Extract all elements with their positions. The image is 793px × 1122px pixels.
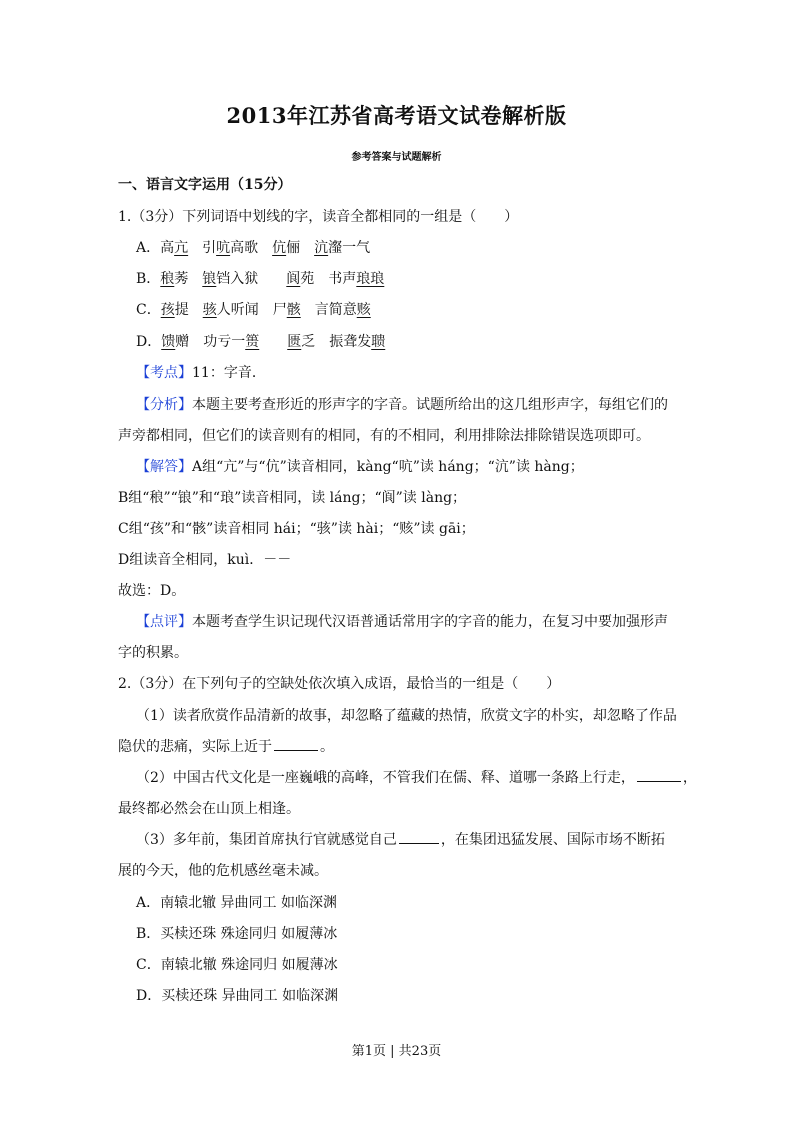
q1-jieda: [136, 458, 584, 476]
jieda-text-3: C组“孩”和“骸”读音相同 hái；“骇”读 hài；“赅”读 gāi；: [118, 521, 475, 537]
jieda-text-4: D组读音全相同，kuì．－－: [118, 552, 292, 568]
option-text: 俪: [286, 240, 315, 256]
option-text: 莠: [174, 271, 203, 287]
option-label: A．: [136, 240, 161, 256]
q2-s3a-text: （3）多年前，集团首席执行官就感觉自己: [136, 832, 397, 848]
fill-blank-3: [399, 831, 439, 844]
q1-fenxi: [136, 396, 668, 414]
dianping-text-1: 本题考查学生识记现代汉语普通话常用字的字音的能力，在复习中要加强形声: [192, 614, 668, 630]
underlined-char: 稂: [160, 271, 175, 287]
option-text: 引: [188, 240, 217, 256]
fill-blank-1: [274, 738, 318, 751]
dianping-text-2: 字的积累。: [118, 645, 188, 661]
underlined-char: 阆: [286, 271, 301, 287]
underlined-char: 沆: [314, 240, 329, 256]
fenxi-text-2: 声旁都相同，但它们的读音则有的相同，有的不相同，利用排除法排除错误选项即可。: [118, 428, 650, 444]
q2-option-b: B．买椟还珠 殊途同归 如履薄冰: [136, 926, 338, 942]
subtitle: 参考答案与试题解析: [351, 152, 442, 163]
option-text: 乏 振聋发: [301, 334, 372, 350]
q2-s3a-end: ，在集团迅猛发展、国际市场不断拓: [440, 832, 665, 848]
q1-kaodian: [136, 364, 266, 382]
option-text: 高: [160, 240, 175, 256]
underlined-char: 骸: [286, 302, 301, 318]
jieda-text-1: A组“亢”与“伉”读音相同，kàng“吭”读 háng；“沆”读 hàng；: [192, 459, 584, 475]
option-text: 人听闻 尸: [216, 302, 287, 318]
q2-sentence-2b: 最终都必然会在山顶上相逢。: [118, 801, 300, 817]
option-text: 瀣一气: [328, 240, 371, 256]
underlined-char: 亢: [174, 240, 189, 256]
fill-blank-2: [637, 769, 681, 782]
q1-option-c: [136, 301, 371, 319]
q2-sentence-1b: [118, 738, 334, 756]
underlined-char: 匮: [287, 334, 302, 350]
underlined-char: 赅: [356, 302, 371, 318]
q2-option-d: D．买椟还珠 异曲同工 如临深渊: [136, 988, 339, 1004]
underlined-char: 聩: [371, 334, 386, 350]
q1-stem: 1.（3分）下列词语中划线的字，读音全都相同的一组是（ ）: [118, 209, 519, 225]
underlined-char: 琅琅: [356, 271, 385, 287]
dianping-tag: 【点评】: [136, 614, 192, 630]
q1-option-d: [136, 333, 385, 351]
page-title: 2013年江苏省高考语文试卷解析版: [226, 103, 567, 128]
q2-sentence-2a: [136, 769, 697, 787]
q1-option-a: [136, 239, 370, 257]
underlined-char: 馈: [161, 334, 176, 350]
fenxi-text-1: 本题主要考查形近的形声字的字音。试题所给出的这几组形声字，每组它们的: [192, 397, 668, 413]
underlined-char: 锒: [202, 271, 217, 287]
underlined-char: 孩: [160, 302, 175, 318]
kaodian-tag: 【考点】: [136, 365, 192, 381]
option-label: B．: [136, 271, 161, 287]
q2-option-c: C．南辕北辙 殊途同归 如履薄冰: [136, 957, 338, 973]
kaodian-text: 11：字音．: [192, 365, 266, 381]
page-footer: 第1页 | 共23页: [351, 1044, 442, 1059]
underlined-char: 篑: [245, 334, 260, 350]
q2-s2a-text: （2）中国古代文化是一座巍峨的高峰，不管我们在儒、释、道哪一条路上行走，: [136, 770, 635, 786]
option-text: 言简意: [300, 302, 357, 318]
option-text: 铛入狱: [216, 271, 287, 287]
fenxi-tag: 【分析】: [136, 397, 192, 413]
q2-sentence-1a: （1）读者欣赏作品清新的故事，却忽略了蕴藏的热情，欣赏文字的朴实，却忽略了作品: [136, 708, 677, 724]
q2-sentence-3b: 展的今天，他的危机感丝毫未减。: [118, 863, 328, 879]
q1-dianping: [136, 613, 668, 631]
jieda-text-2: B组“稂”“锒”和“琅”读音相同，读 láng；“阆”读 làng；: [118, 490, 467, 506]
jieda-text-5: 故选：D。: [118, 583, 186, 599]
q1-option-b: [136, 270, 384, 288]
underlined-char: 伉: [272, 240, 287, 256]
option-label: C．: [136, 302, 161, 318]
q2-s2a-end: ，: [682, 770, 697, 786]
q2-sentence-3a: [136, 831, 665, 849]
jieda-tag: 【解答】: [136, 459, 192, 475]
option-text: [259, 334, 287, 350]
underlined-char: 吭: [216, 240, 231, 256]
q2-s1b-end: 。: [320, 739, 334, 755]
underlined-char: 骇: [202, 302, 217, 318]
q2-option-a: A．南辕北辙 异曲同工 如临深渊: [136, 895, 338, 911]
section-heading: 一、语言文字运用（15分）: [118, 177, 292, 193]
option-label: D．: [136, 334, 162, 350]
q2-s1b-text: 隐伏的悲痛，实际上近于: [118, 739, 272, 755]
option-text: 苑 书声: [300, 271, 357, 287]
option-text: 提: [174, 302, 203, 318]
option-text: 高歌: [230, 240, 273, 256]
option-text: 赠 功亏一: [175, 334, 246, 350]
q2-stem: 2.（3分）在下列句子的空缺处依次填入成语，最恰当的一组是（ ）: [118, 676, 561, 692]
